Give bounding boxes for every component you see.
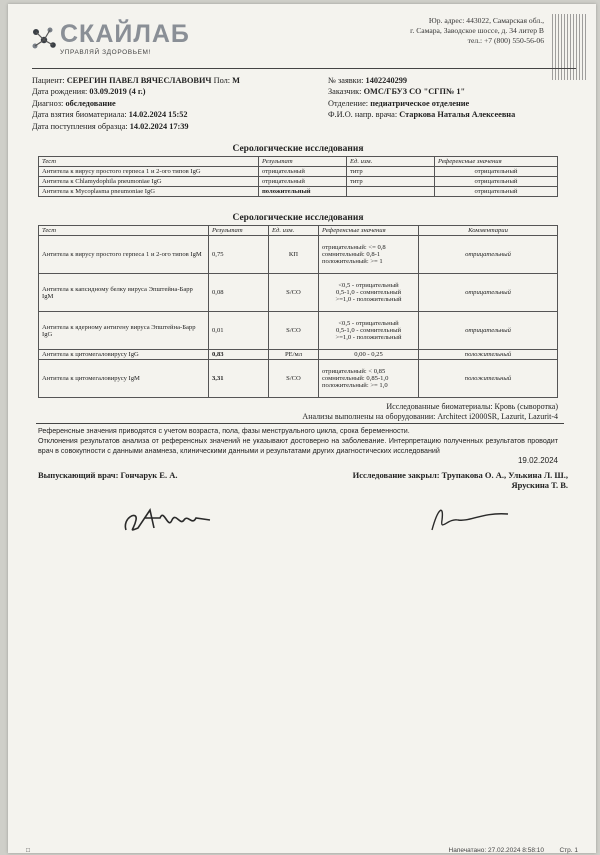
comment-value: отрицательный	[419, 274, 558, 312]
reference-value: отрицательный	[435, 177, 558, 187]
barcode-stripe	[552, 14, 588, 80]
table-row	[39, 274, 558, 312]
result-value: 0,75	[209, 236, 269, 274]
table-header-row	[39, 157, 558, 167]
report-date: 19.02.2024	[517, 456, 558, 465]
reference-value	[319, 274, 419, 312]
take-date-value: 14.02.2024 15:52	[128, 110, 188, 120]
reference-line: отрицательный: < 0,85	[322, 368, 386, 375]
test-name: Антитела к Chlamydophila pneumoniae IgG	[39, 177, 259, 187]
reference-line: отрицательный: <= 0,8	[322, 244, 386, 251]
col-unit: Ед. изм.	[269, 226, 319, 236]
referring-doctor-value: Старкова Наталья Алексеевна	[399, 110, 516, 120]
dob-value: 03.09.2019 (4 г.)	[89, 87, 146, 97]
unit-value: S/CO	[269, 274, 319, 312]
table-row	[39, 187, 558, 197]
logo-molecule-icon	[30, 24, 58, 52]
take-date-label: Дата взятия биоматериала:	[32, 110, 127, 120]
sex-value: М	[232, 76, 240, 85]
reference-line: >=1,0 - положительный	[335, 334, 402, 341]
test-name: Антитела к вирусу простого герпеса 1 и 2-ого типов IgG	[39, 167, 259, 177]
order-number: 1402240299	[365, 76, 408, 85]
table-row	[39, 312, 558, 350]
table-row	[39, 177, 558, 187]
notes-divider	[36, 423, 564, 424]
result-value: 0,83	[209, 350, 269, 360]
lab-address	[410, 16, 544, 46]
closed-by-line: Ярускина Т. В.	[511, 480, 568, 490]
diagnosis-value: обследование	[65, 98, 116, 108]
equipment-line: Анализы выполнены на оборудовании: Architect i2000SR, Lazurit, Lazurit-4	[302, 412, 558, 421]
comment-value: отрицательный	[419, 312, 558, 350]
department-label: Отделение:	[328, 98, 369, 108]
reference-value: 0,00 - 0,25	[319, 350, 419, 360]
address-line: г. Самара, Заводское шоссе, д. 34 литер В	[410, 26, 544, 35]
order-info-right	[328, 75, 515, 121]
comment-value: положительный	[419, 360, 558, 398]
test-name: Антитела к Mycoplasma pneumoniae IgG	[39, 187, 259, 197]
release-doctor: Выпускающий врач: Гончарук Е. А.	[38, 470, 178, 480]
biomaterial-line: Исследованные биоматериалы: Кровь (сыворотка)	[386, 402, 558, 411]
test-name: Антитела к вирусу простого герпеса 1 и 2-ого типов IgM	[39, 236, 209, 274]
reference-note: Референсные значения приводятся с учетом возраста, пола, фазы менструального цикла, срока беременности.	[38, 427, 410, 435]
section1-title: Серологические исследования	[232, 144, 364, 154]
customer-value: ОМС/ГБУЗ СО "СГП№ 1"	[363, 87, 466, 97]
reference-value	[319, 312, 419, 350]
diagnosis-label: Диагноз:	[32, 98, 64, 108]
table-row	[39, 360, 558, 398]
reference-value	[319, 360, 419, 398]
unit-value: титр	[347, 177, 435, 187]
comment-value: отрицательный	[419, 236, 558, 274]
customer-label: Заказчик:	[328, 87, 362, 97]
table-row	[39, 350, 558, 360]
unit-value	[347, 187, 435, 197]
serology-table-2	[38, 225, 558, 398]
page-number: Стр. 1	[559, 847, 578, 854]
receive-date-label: Дата поступления образца:	[32, 121, 128, 131]
dob-label: Дата рождения:	[32, 87, 88, 97]
lab-report-sheet	[8, 4, 596, 853]
result-value: положительный	[259, 187, 347, 197]
reference-value	[319, 236, 419, 274]
patient-name: СЕРЕГИН ПАВЕЛ ВЯЧЕСЛАВОВИЧ	[66, 76, 212, 85]
section2-title: Серологические исследования	[232, 213, 364, 223]
unit-value: S/CO	[269, 312, 319, 350]
reference-line: 0,5-1,0 - сомнительный	[335, 327, 402, 334]
test-name: Антитела к капсидному белку вируса Эпштейна-Барр IgM	[39, 274, 209, 312]
brand-tagline: УПРАВЛЯЙ ЗДОРОВЬЕМ!	[60, 49, 151, 56]
col-test: Тест	[39, 226, 209, 236]
closed-by	[328, 470, 568, 490]
sex-label: Пол:	[213, 76, 231, 85]
unit-value: S/CO	[269, 360, 319, 398]
doctor-signature-right	[418, 498, 518, 538]
reference-line: сомнительный: 0,85-1,0	[322, 375, 389, 382]
test-name: Антитела к цитомегаловирусу IgM	[39, 360, 209, 398]
col-unit: Ед. изм.	[347, 157, 435, 167]
result-value: 0,01	[209, 312, 269, 350]
col-comment: Комментарии	[419, 226, 558, 236]
reference-value: отрицательный	[435, 187, 558, 197]
address-phone: тел.: +7 (800) 550-56-06	[467, 36, 544, 45]
address-line: Юр. адрес: 443022, Самарская обл.,	[428, 16, 544, 25]
reference-value: отрицательный	[435, 167, 558, 177]
col-test: Тест	[39, 157, 259, 167]
result-value: 3,31	[209, 360, 269, 398]
corner-mark: □	[26, 847, 30, 854]
test-name: Антитела к цитомегаловирусу IgG	[39, 350, 209, 360]
reference-line: 0,5-1,0 - сомнительный	[335, 289, 402, 296]
col-reference: Референсные значения	[435, 157, 558, 167]
unit-value: титр	[347, 167, 435, 177]
doctor-signature-left	[120, 500, 220, 540]
header-divider	[32, 68, 576, 69]
department-value: педиатрическое отделение	[370, 98, 470, 108]
reference-line: <0,5 - отрицательный	[338, 320, 399, 327]
unit-value: КП	[269, 236, 319, 274]
col-result: Результат	[259, 157, 347, 167]
brand-name: СКАЙЛАБ	[60, 20, 190, 48]
test-name: Антитела к ядерному антигену вируса Эпштейна-Барр IgG	[39, 312, 209, 350]
serology-table-1	[38, 156, 558, 197]
table-row	[39, 236, 558, 274]
reference-line: положительный: >= 1,0	[322, 382, 388, 389]
unit-value: РЕ/мл	[269, 350, 319, 360]
patient-label: Пациент:	[32, 76, 65, 85]
result-value: 0,08	[209, 274, 269, 312]
reference-line: >=1,0 - положительный	[335, 296, 402, 303]
comment-value: положительный	[419, 350, 558, 360]
result-value: отрицательный	[259, 167, 347, 177]
table-row	[39, 167, 558, 177]
reference-line: <0,5 - отрицательный	[338, 282, 399, 289]
referring-doctor-label: Ф.И.О. напр. врача:	[328, 110, 398, 120]
reference-line: сомнительный: 0,8-1	[322, 251, 381, 258]
order-label: № заявки:	[328, 76, 364, 85]
deviation-note: Отклонения результатов анализа от референсных значений не указывают достоверно на заболевание. Интерпретацию полученных результатов проводит врач в совокупности с данными анамнеза, клиническими данными и результатами других диагностических исследований	[38, 437, 558, 455]
closed-by-line: Исследование закрыл: Трупакова О. А., Улькина Л. Ш.,	[352, 470, 568, 480]
skylab-logo	[30, 18, 200, 58]
patient-info-left	[32, 75, 240, 132]
receive-date-value: 14.02.2024 17:39	[129, 121, 189, 131]
result-value: отрицательный	[259, 177, 347, 187]
col-result: Результат	[209, 226, 269, 236]
printed-timestamp: Напечатано: 27.02.2024 8:58:10	[448, 847, 544, 854]
table-header-row	[39, 226, 558, 236]
reference-line: положительный: >= 1	[322, 258, 383, 265]
col-reference: Референсные значения	[319, 226, 419, 236]
